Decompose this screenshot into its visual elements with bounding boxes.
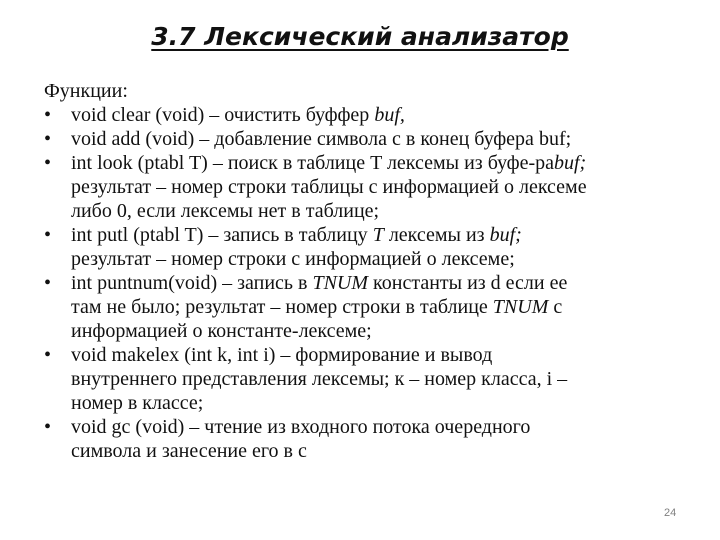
item-text-line2: внутреннего представления лексемы; к – номер класса, i – — [71, 368, 568, 390]
bullet: • — [44, 104, 52, 126]
item-text: void makelex (int k, int i) – формирование и вывод — [71, 344, 493, 366]
item-tnum: TNUM — [492, 296, 549, 318]
function-list — [44, 103, 684, 463]
item-buf: buf, — [374, 104, 405, 126]
list-item-puntnum — [44, 271, 684, 343]
item-text-line3: номер в классе; — [71, 392, 204, 414]
bullet: • — [44, 224, 52, 246]
list-item-gc — [44, 415, 684, 463]
item-text: int putl (ptabl T) – запись в таблицу — [71, 224, 373, 246]
slide-body — [44, 79, 684, 463]
item-table-t: T — [372, 224, 384, 246]
item-text-line2: результат – номер строки с информацией о лексеме; — [71, 248, 515, 270]
list-item-clear — [44, 103, 684, 127]
item-text-line3: информацией о константе-лексеме; — [71, 320, 372, 342]
bullet: • — [44, 128, 52, 150]
item-text: int puntnum(void) – запись в — [71, 272, 313, 294]
item-buf: buf; — [489, 224, 522, 246]
item-text-line3: либо 0, если лексемы нет в таблице; — [71, 200, 380, 222]
item-tnum: TNUM — [312, 272, 369, 294]
item-buf: buf; — [538, 128, 572, 150]
item-text-line2: результат – номер строки таблицы с информацией о лексеме — [71, 176, 587, 198]
bullet: • — [44, 272, 52, 294]
slide-title: 3.7 Лексический анализатор — [151, 22, 569, 51]
item-text: int look (ptabl T) – поиск в таблице T лексемы из буфе-ра — [71, 152, 554, 174]
list-item-look — [44, 151, 684, 223]
bullet: • — [44, 344, 52, 366]
item-buf: buf; — [554, 152, 587, 174]
bullet: • — [44, 416, 52, 438]
item-text: void add (void) – добавление символа с в конец буфера — [71, 128, 539, 150]
item-text-line2-end: с — [548, 296, 563, 318]
page-number: 24 — [664, 507, 677, 519]
item-text: void gc (void) – чтение из входного потока очередного — [71, 416, 531, 438]
item-text-rest: константы из d если ее — [368, 272, 568, 294]
item-text-line2: там не было; результат – номер строки в таблице — [71, 296, 493, 318]
list-item-makelex — [44, 343, 684, 415]
bullet: • — [44, 152, 52, 174]
item-text-mid: лексемы из — [383, 224, 490, 246]
item-text-line2: символа и занесение его в c — [71, 440, 307, 462]
list-item-putl — [44, 223, 684, 271]
item-text: void clear (void) – очистить буффер — [71, 104, 375, 126]
list-item-add — [44, 127, 684, 151]
functions-heading: Функции: — [44, 80, 128, 102]
